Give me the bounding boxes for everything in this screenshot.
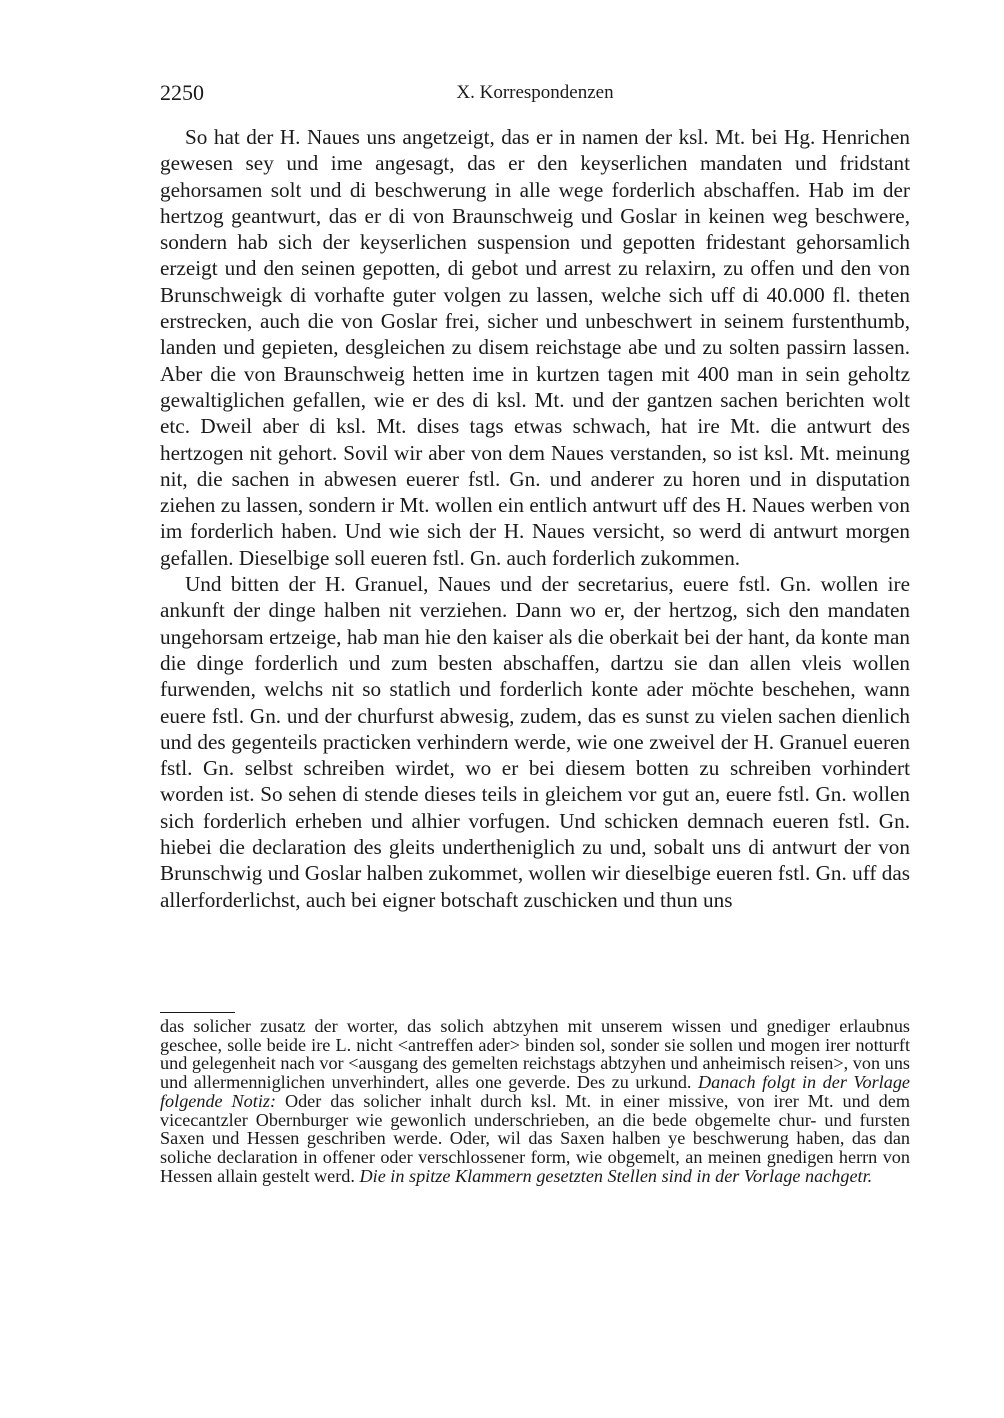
- body-paragraph: Und bitten der H. Granuel, Naues und der secretarius, euere fstl. Gn. wollen ire ankunft der dinge halben nit verziehen. Dann wo er, der hertzog, sich den mandaten ungehorsam ertzeige, hab man hie den kaiser als die oberkait bei der hant, da konte man die dinge forderlich und zum besten abschaffen, dartzu sie dan allen vleis wollen furwenden, welchs nit so statlich und forderlich konte ader möchte beschehen, wann euere fstl. Gn. und der churfurst abwesig, zudem, das es sunst zu vielen sachen dienlich und des gegenteils practicken verhindern werde, wie one zweivel der H. Granuel eueren fstl. Gn. selbst schreiben wirdet, wo er bei diesem botten zu schreiben vorhindert worden ist. So sehen di stende dieses teils in gleichem vor gut an, euere fstl. Gn. wollen sich forderlich erheben und alhier vorfugen. Und schicken demnach eueren fstl. Gn. hiebei die declaration des gleits undertheniglich zu und, sobalt uns di antwurt der von Brunschwig und Goslar halben zukommet, wollen wir dieselbige eueren fstl. Gn. uff das allerforderlichst, auch bei eigner botschaft zuschicken und thun uns: [160, 572, 910, 912]
- footnote-separator: [160, 1012, 235, 1013]
- footnote-editorial-note: Danach folgt in der Vorlage folgende Notiz:: [160, 1072, 910, 1111]
- page-number: 2250: [160, 80, 204, 105]
- footnote: [160, 1017, 910, 1185]
- footnote-editorial-note: Die in spitze Klammern gesetzten Stellen sind in der Vorlage nachgetr.: [359, 1165, 873, 1186]
- main-text: [160, 124, 910, 913]
- page-header: [160, 80, 910, 106]
- body-paragraph: So hat der H. Naues uns angetzeigt, das er in namen der ksl. Mt. bei Hg. Henrichen gewesen sey und ime angesagt, das er den keyserlichen mandaten und fridstant gehorsamen solt und di beschwerung in alle wege forderlich abschaffen. Hab im der hertzog geantwurt, das er di von Braunschweig und Goslar in keinen weg beschwere, sondern hab sich der keyserlichen suspension und gepotten fridestant gehorsamlich erzeigt und den seinen gepotten, di gebot und arrest zu relaxirn, zu offen und den von Brunschweigk di vorhafte guter volgen zu lassen, welche sich uff di 40.000 fl. theten erstrecken, auch die von Goslar frei, sicher und unbeschwert in seinem furstenthumb, landen und gepieten, desgleichen zu disem reichstage abe und zu solten passirn lassen. Aber die von Braunschweig hetten ime in kurtzen tagen mit 400 man in sein geholtz gewaltiglichen gefallen, wie er des di ksl. Mt. und der gantzen sachen berichten wolt etc. Dweil aber di ksl. Mt. dises tags etwas schwach, hat ire Mt. die antwurt des hertzogen nit gehort. Sovil wir aber von dem Naues verstanden, so ist ksl. Mt. meinung nit, die sachen in abwesen euerer fstl. Gn. und anderer zu horen und in disputation ziehen zu lassen, sondern ir Mt. wollen ein entlich antwurt uff des H. Naues werben von im forderlich haben. Und wie sich der H. Naues versicht, so werd di antwurt morgen gefallen. Dieselbige soll eueren fstl. Gn. auch forderlich zukommen.: [160, 125, 910, 570]
- footnote-text: Oder das solicher inhalt durch ksl. Mt. in einer missive, von irer Mt. und dem vicecantzler Obernburger wie gewonlich underschrieben, an die bede obgemelte chur- und fursten Saxen und Hessen geschriben werde. Oder, wil das Saxen halben ye beschwerung haben, das dan soliche declaration in offener oder verschlossener form, wie obgemelt, an meinen gnedigen herrn von Hessen allain gestelt werd.: [160, 1090, 910, 1186]
- running-head: X. Korrespondenzen: [456, 82, 614, 103]
- footnote-text: das solicher zusatz der worter, das solich abtzyhen mit unserem wissen und gnediger erlaubnus geschee, solle beide ire L. nicht <antreffen ader> binden sol, sonder sie sollen und mogen irer notturft und gelegenheit nach vor <ausgang des gemelten reichstags abtzyhen und anheimisch reisen>, von uns und allermenniglichen unverhindert, alles one geverde. Des zu urkund.: [160, 1016, 910, 1093]
